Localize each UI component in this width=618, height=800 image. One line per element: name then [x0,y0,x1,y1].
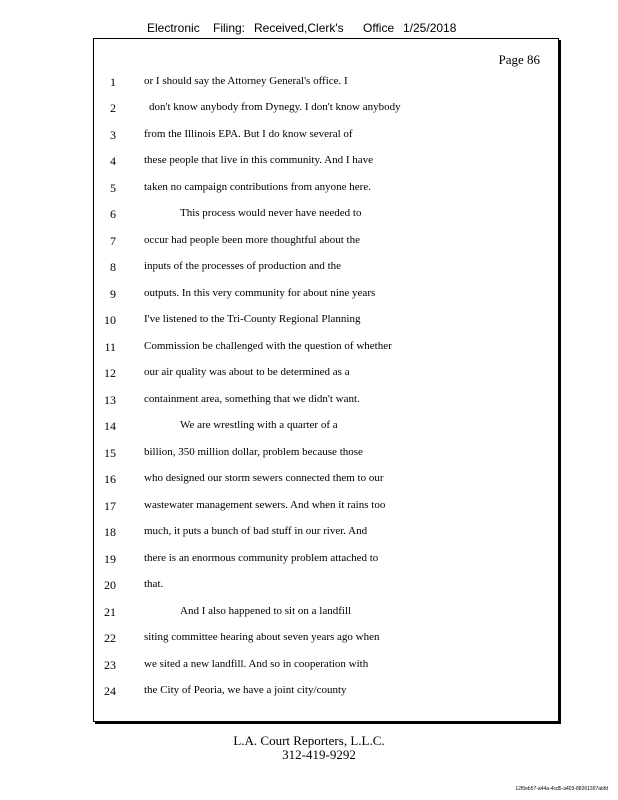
line-text: that. [144,578,164,590]
filing-header-electronic: Electronic [147,21,200,35]
line-text: wastewater management sewers. And when it rains too [144,499,386,511]
line-number: 23 [104,658,116,672]
line-number: 5 [110,181,116,195]
transcript-line [94,684,558,704]
line-text: much, it puts a bunch of bad stuff in our river. And [144,525,368,537]
document-id: 12f0eb57-a44a-4cd5-a403-88261397abfd [515,786,608,792]
transcript-line [94,207,558,227]
transcript-line [94,658,558,678]
transcript-line [94,525,558,545]
line-text: containment area, something that we didn't want. [144,393,360,405]
line-number: 24 [104,684,116,698]
line-text: And I also happened to sit on a landfill [180,605,352,617]
line-text: I've listened to the Tri-County Regional Planning [144,313,361,325]
line-number: 11 [104,340,116,354]
page-number: Page 86 [498,52,540,67]
line-number: 6 [110,207,116,221]
transcript-line [94,101,558,121]
line-number: 9 [110,287,116,301]
line-text: or I should say the Attorney General's office. I [144,75,348,87]
transcript-line [94,419,558,439]
line-number: 21 [104,605,116,619]
line-number: 8 [110,260,116,274]
filing-header-filing: Filing: [213,21,246,35]
transcript-line [94,552,558,572]
transcript-line [94,472,558,492]
transcript-line [94,340,558,360]
line-text: the City of Peoria, we have a joint city/county [144,684,347,696]
line-text: outputs. In this very community for about nine years [144,287,376,299]
line-text: inputs of the processes of production and the [144,260,342,272]
line-number: 4 [110,154,116,168]
line-text: Commission be challenged with the question of whether [144,340,392,352]
line-text: who designed our storm sewers connected them to our [144,472,384,484]
line-number: 20 [104,578,116,592]
line-text: from the Illinois EPA. But I do know several of [144,128,353,140]
reporter-company: L.A. Court Reporters, L.L.C. [233,733,385,748]
transcript-line [94,287,558,307]
transcript-line [94,631,558,651]
line-text: occur had people been more thoughtful about the [144,234,360,246]
transcript-page [93,38,559,722]
transcript-line [94,393,558,413]
line-text: taken no campaign contributions from anyone here. [144,181,371,193]
line-number: 18 [104,525,116,539]
line-text: don't know anybody from Dynegy. I don't know anybody [149,101,401,113]
filing-header-date: 1/25/2018 [403,21,457,35]
transcript-line [94,446,558,466]
line-text: these people that live in this community. And I have [144,154,374,166]
transcript-line [94,128,558,148]
filing-header-received: Received,Clerk's [254,21,344,35]
line-number: 19 [104,552,116,566]
transcript-line [94,499,558,519]
transcript-line [94,181,558,201]
line-text: siting committee hearing about seven years ago when [144,631,380,643]
transcript-line [94,313,558,333]
filing-header [0,0,618,38]
filing-header-office: Office [363,21,395,35]
line-number: 13 [104,393,116,407]
line-text: our air quality was about to be determined as a [144,366,350,378]
transcript-line [94,578,558,598]
line-number: 12 [104,366,116,380]
line-text: we sited a new landfill. And so in cooperation with [144,658,369,670]
line-number: 22 [104,631,116,645]
line-number: 15 [104,446,116,460]
line-number: 3 [110,128,116,142]
line-number: 14 [104,419,116,433]
line-number: 7 [110,234,116,248]
line-number: 16 [104,472,116,486]
transcript-line [94,234,558,254]
line-number: 10 [104,313,116,327]
transcript-line [94,260,558,280]
line-number: 1 [110,75,116,89]
transcript-line [94,75,558,95]
transcript-line [94,366,558,386]
line-text: This process would never have needed to [180,207,362,219]
transcript-line [94,605,558,625]
transcript-line [94,154,558,174]
line-text: billion, 350 million dollar, problem because those [144,446,363,458]
reporter-phone: 312-419-9292 [282,747,356,762]
line-number: 17 [104,499,116,513]
line-text: there is an enormous community problem attached to [144,552,379,564]
line-number: 2 [110,101,116,115]
line-text: We are wrestling with a quarter of a [180,419,338,431]
reporter-footer [0,734,618,762]
